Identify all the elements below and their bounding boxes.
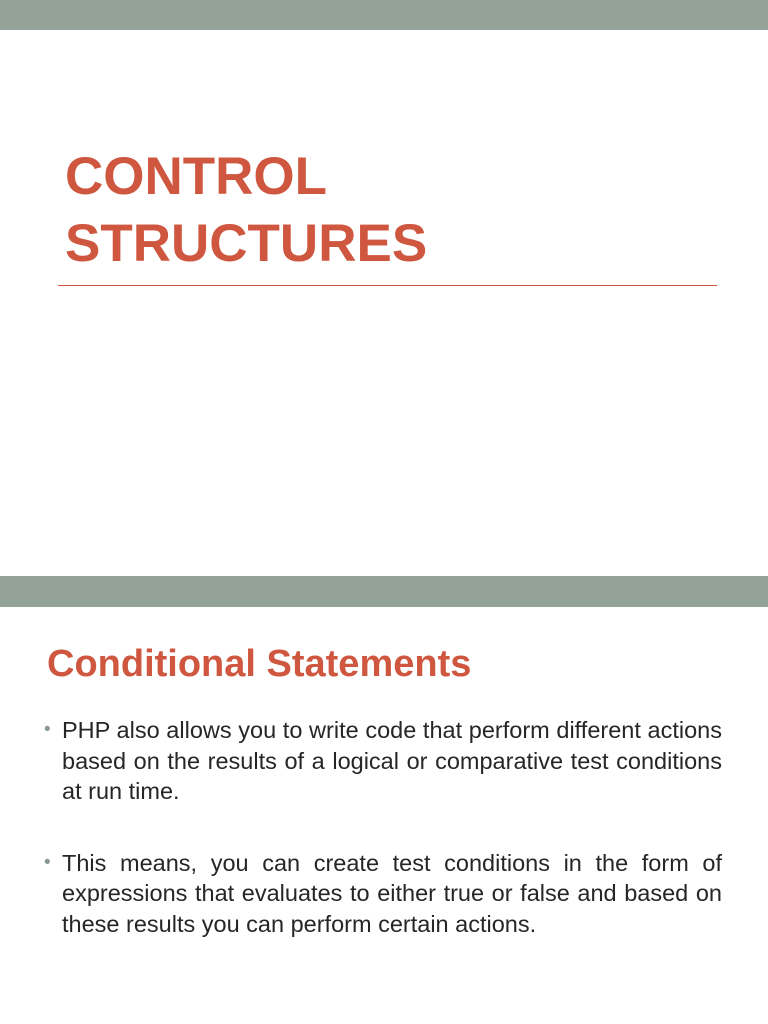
- slide-title-line-2: STRUCTURES: [65, 214, 428, 273]
- slide-divider-band: [0, 576, 768, 607]
- bullet-list: [42, 715, 722, 980]
- bullet-dot-icon: •: [44, 851, 51, 873]
- section-heading: Conditional Statements: [47, 643, 472, 685]
- list-item: [42, 848, 722, 940]
- title-underline-rule: [58, 285, 717, 286]
- bullet-text: This means, you can create test conditions in the form of expressions that evaluates to either true or false and based on these results you can perform certain actions.: [62, 849, 722, 937]
- list-item: [42, 715, 722, 807]
- top-header-band: [0, 0, 768, 30]
- slide-title-line-1: CONTROL: [65, 147, 328, 206]
- bullet-text: PHP also allows you to write code that perform different actions based on the results of a logical or comparative test conditions at run time.: [62, 717, 722, 804]
- bullet-dot-icon: •: [44, 719, 51, 740]
- slide-title: [65, 143, 705, 277]
